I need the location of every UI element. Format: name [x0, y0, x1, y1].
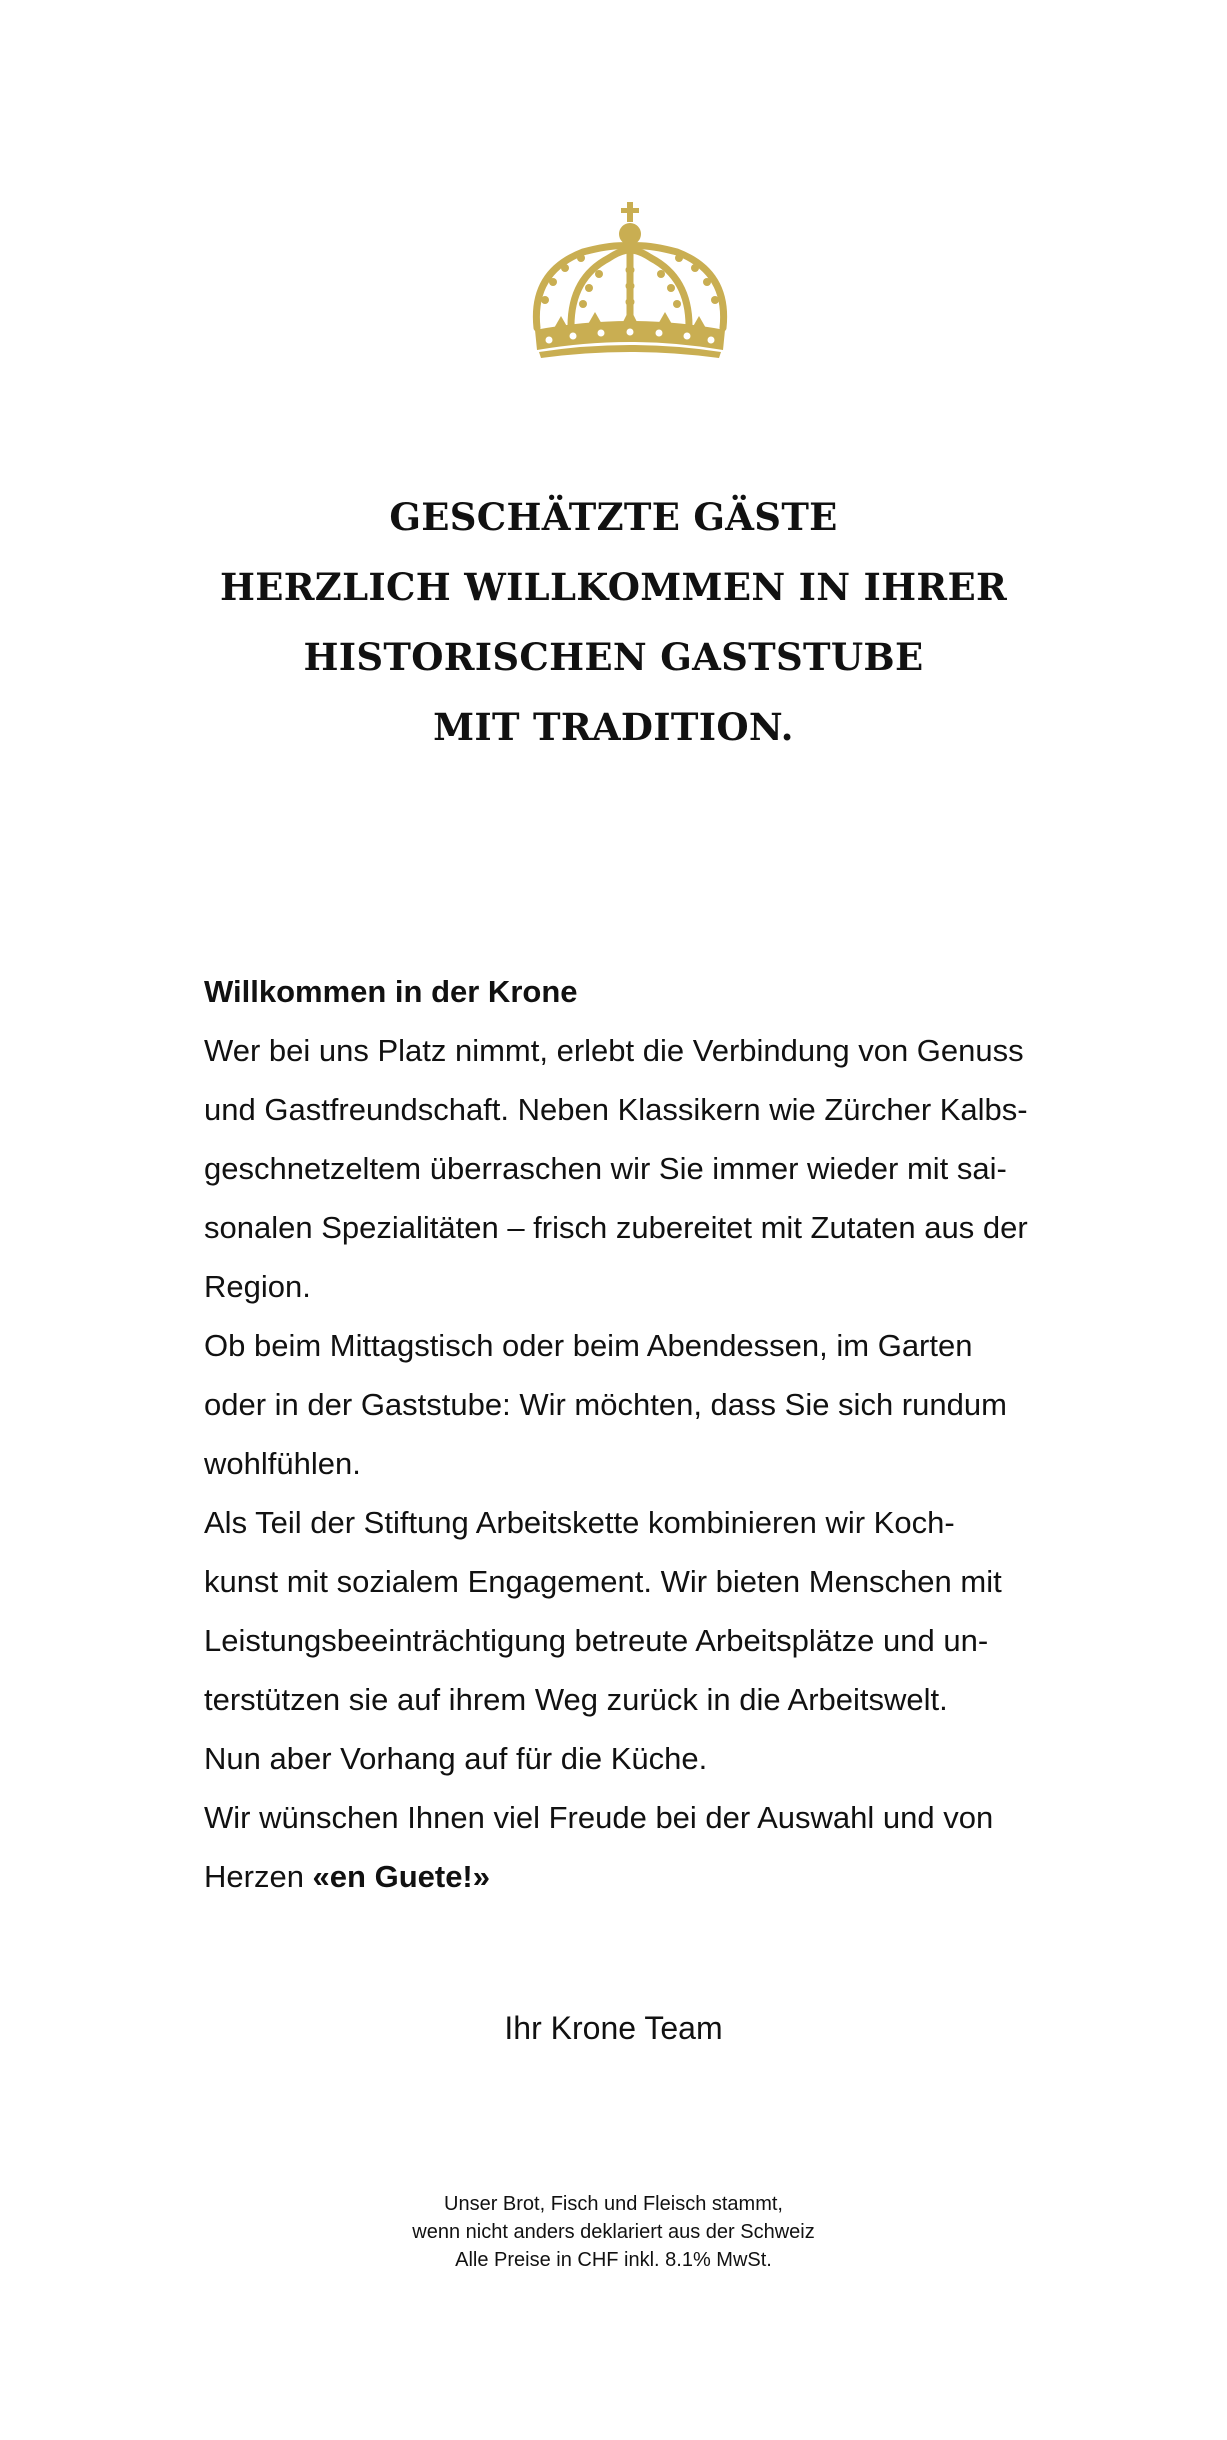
headline: [0, 482, 1227, 762]
intro-line: kunst mit sozialem Engagement. Wir bieten Menschen mit: [204, 1564, 1002, 1599]
closing-greeting: «en Guete!»: [312, 1859, 490, 1894]
intro-line: Als Teil der Stiftung Arbeitskette kombinieren wir Koch-: [204, 1505, 955, 1540]
footer-line: Alle Preise in CHF inkl. 8.1% MwSt.: [455, 2249, 772, 2271]
closing-prefix: Herzen: [204, 1859, 313, 1894]
intro-line: geschnetzeltem überraschen wir Sie immer wieder mit sai-: [204, 1151, 1007, 1186]
intro-line: Wir wünschen Ihnen viel Freude bei der Auswahl und von: [204, 1800, 994, 1835]
intro-heading: Willkommen in der Krone: [204, 974, 578, 1009]
crown-icon: [523, 200, 737, 360]
headline-line: HERZLICH WILLKOMMEN IN IHRER: [219, 565, 1007, 609]
intro-line: terstützen sie auf ihrem Weg zurück in die Arbeitswelt.: [204, 1682, 948, 1717]
headline-line: MIT TRADITION.: [433, 705, 794, 749]
signature: Ihr Krone Team: [504, 2010, 723, 2046]
headline-line: HISTORISCHEN GASTSTUBE: [303, 635, 924, 679]
intro-closing: [204, 1847, 1064, 1906]
headline-line: GESCHÄTZTE GÄSTE: [389, 495, 838, 539]
intro-line: Region.: [204, 1269, 311, 1304]
intro-line: Ob beim Mittagstisch oder beim Abendessen, im Garten: [204, 1328, 973, 1363]
intro-line: Leistungsbeeinträchtigung betreute Arbeitsplätze und un-: [204, 1623, 989, 1658]
footer-line: Unser Brot, Fisch und Fleisch stammt,: [444, 2193, 783, 2215]
intro-line: Nun aber Vorhang auf für die Küche.: [204, 1741, 708, 1776]
footer-line: wenn nicht anders deklariert aus der Schweiz: [412, 2221, 815, 2243]
intro-line: sonalen Spezialitäten – frisch zubereitet mit Zutaten aus der: [204, 1210, 1028, 1245]
intro-text: [204, 962, 1064, 1906]
intro-line: wohlfühlen.: [204, 1446, 361, 1481]
footer-notes: [0, 2190, 1227, 2274]
intro-line: Wer bei uns Platz nimmt, erlebt die Verbindung von Genuss: [204, 1033, 1024, 1068]
intro-line: und Gastfreundschaft. Neben Klassikern wie Zürcher Kalbs-: [204, 1092, 1028, 1127]
intro-line: oder in der Gaststube: Wir möchten, dass Sie sich rundum: [204, 1387, 1007, 1422]
